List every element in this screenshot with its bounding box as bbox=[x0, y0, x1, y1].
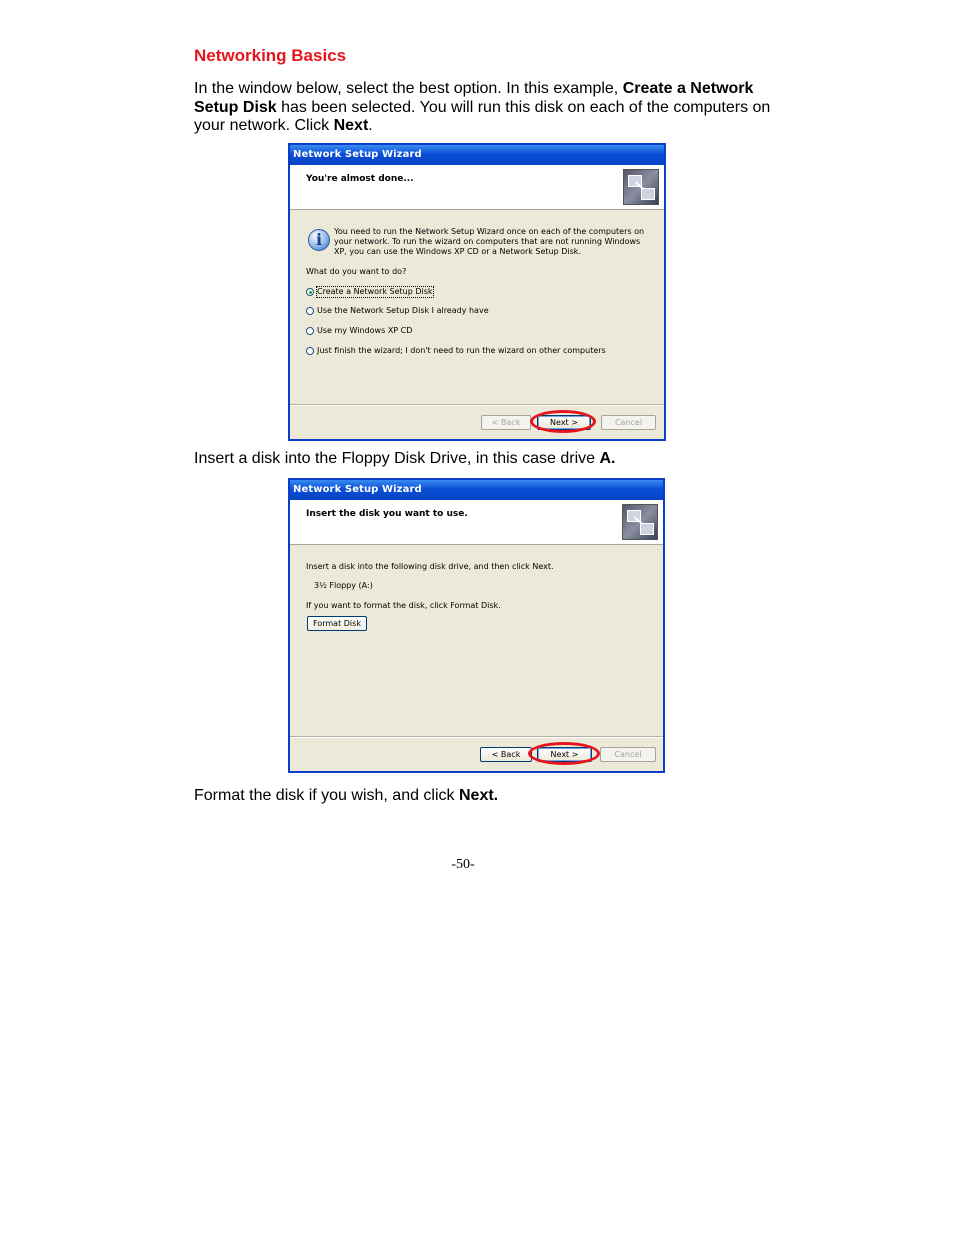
intro-text-2: has been selected. You will run this disk on each of the computers on your network. Click bbox=[194, 98, 771, 134]
caption-insert-disk bbox=[194, 450, 616, 469]
caption-format-disk bbox=[194, 787, 498, 806]
caption-text: Format the disk if you wish, and click bbox=[194, 787, 459, 804]
option-create-disk[interactable] bbox=[306, 287, 433, 297]
intro-paragraph bbox=[194, 80, 774, 136]
cancel-button[interactable]: Cancel bbox=[601, 415, 656, 430]
next-button[interactable]: Next > bbox=[537, 747, 592, 762]
wizard-header-title: You're almost done... bbox=[306, 174, 414, 184]
intro-bold-1: Create a Network Setup Disk bbox=[194, 80, 754, 116]
drive-label: 3½ Floppy (A:) bbox=[314, 581, 373, 590]
section-heading: Networking Basics bbox=[194, 46, 347, 65]
insert-instruction: Insert a disk into the following disk drive, and then click Next. bbox=[306, 562, 554, 571]
format-disk-button[interactable]: Format Disk bbox=[307, 616, 367, 631]
page-number: -50- bbox=[451, 857, 475, 872]
cancel-button[interactable]: Cancel bbox=[600, 747, 656, 762]
caption-text: Insert a disk into the Floppy Disk Drive, in this case drive bbox=[194, 450, 600, 467]
wizard-header bbox=[290, 165, 664, 210]
network-computers-icon bbox=[622, 504, 658, 540]
option-use-xp-cd[interactable] bbox=[306, 326, 412, 336]
option-label: Just finish the wizard; I don't need to run the wizard on other computers bbox=[317, 346, 606, 355]
option-label: Use the Network Setup Disk I already have bbox=[317, 306, 489, 315]
back-button[interactable]: < Back bbox=[481, 415, 531, 430]
wizard-info-text: You need to run the Network Setup Wizard once on each of the computers on your network. To run the wizard on computers that are not running Windows XP, you can use the Windows XP CD or a Network Setup Disk. bbox=[334, 227, 645, 256]
wizard-header bbox=[290, 500, 663, 545]
window-titlebar[interactable]: Network Setup Wizard bbox=[290, 480, 663, 500]
radio-button[interactable] bbox=[306, 347, 314, 355]
wizard-window-insert-disk bbox=[288, 478, 665, 773]
intro-text-1: In the window below, select the best option. In this example, bbox=[194, 80, 623, 97]
radio-button[interactable] bbox=[306, 327, 314, 335]
next-button[interactable]: Next > bbox=[537, 415, 591, 430]
wizard-window-options bbox=[288, 143, 666, 441]
option-use-existing-disk[interactable] bbox=[306, 306, 489, 316]
caption-bold: Next. bbox=[458, 787, 499, 804]
highlight-circle bbox=[530, 410, 596, 433]
option-label: Create a Network Setup Disk bbox=[317, 287, 433, 296]
footer-divider bbox=[290, 404, 664, 406]
option-just-finish[interactable] bbox=[306, 346, 606, 356]
option-label: Use my Windows XP CD bbox=[317, 326, 413, 335]
intro-bold-2: Next bbox=[333, 117, 369, 134]
wizard-header-title: Insert the disk you want to use. bbox=[306, 509, 468, 519]
format-hint: If you want to format the disk, click Format Disk. bbox=[306, 601, 501, 610]
info-icon: i bbox=[308, 229, 330, 251]
radio-button-selected[interactable] bbox=[306, 288, 314, 296]
highlight-circle bbox=[528, 742, 600, 765]
network-computers-icon bbox=[623, 169, 659, 205]
wizard-question: What do you want to do? bbox=[306, 267, 407, 276]
intro-text-3: . bbox=[368, 117, 373, 134]
radio-button[interactable] bbox=[306, 307, 314, 315]
back-button[interactable]: < Back bbox=[480, 747, 532, 762]
window-titlebar[interactable]: Network Setup Wizard bbox=[290, 145, 664, 165]
footer-divider bbox=[290, 736, 663, 738]
caption-bold: A. bbox=[599, 450, 616, 467]
